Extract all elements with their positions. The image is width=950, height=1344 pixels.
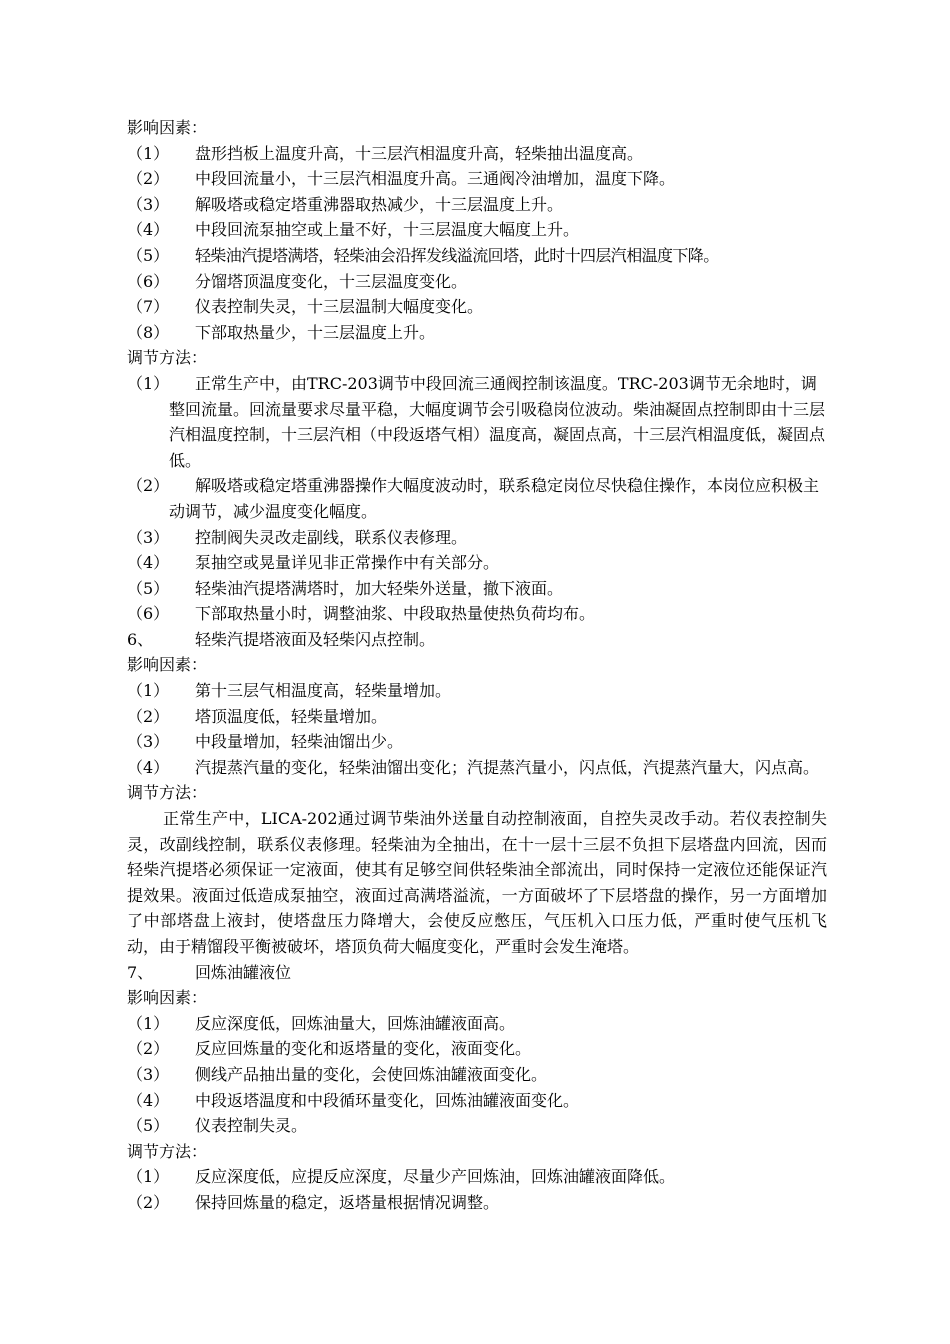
list-item [127,166,827,192]
list-item [127,1036,827,1062]
list-item [127,729,827,755]
list-item [127,704,827,730]
item-text: 轻柴油汽提塔满塔，轻柴油会沿挥发线溢流回塔，此时十四层汽相温度下降。 [195,245,719,265]
section-label: 调节方法： [127,783,208,803]
section-label: 影响因素： [127,655,208,675]
section-number: 6、 [127,629,154,649]
factor-list [127,678,827,780]
item-number: （2） [127,476,170,496]
list-item [127,1113,827,1139]
item-number: （2） [127,169,170,189]
item-text: 仪表控制失灵。 [195,1116,308,1136]
item-number: （1） [127,143,170,163]
item-number: （1） [127,681,170,701]
list-item [127,192,827,218]
list-item [127,601,827,627]
section-label: 影响因素： [127,988,208,1008]
list-item [127,1062,827,1088]
list-item [127,320,827,346]
section-title: 回炼油罐液位 [195,962,292,982]
item-number: （4） [127,757,170,777]
item-number: （1） [127,1013,170,1033]
item-text: 解吸塔或稳定塔重沸器操作大幅度波动时，联系稳定岗位尽快稳住操作，本岗位应积极主动调节，减少温度变化幅度。 [169,476,820,521]
method-paragraph: 正常生产中，LICA-202通过调节柴油外送量自动控制液面，自控失灵改手动。若仪表控制失灵，改副线控制，联系仪表修理。轻柴油为全抽出，在十一层十三层不负担下层塔盘内回流，因而轻柴汽提塔必须保证一定液面，使其有足够空间供轻柴油全部流出，同时保持一定液位还能保证汽提效果。液面过低造成泵抽空，液面过高满塔溢流，一方面破坏了下层塔盘的操作，另一方面增加了中部塔盘上液封，使塔盘压力降增大，会使反应憋压，气压机入口压力低，严重时使气压机飞动，由于精馏段平衡被破坏，塔顶负荷大幅度变化，严重时会发生淹塔。 [127,809,827,956]
item-text: 反应深度低，回炼油量大，回炼油罐液面高。 [195,1013,516,1033]
item-text: 下部取热量少，十三层温度上升。 [195,322,436,342]
item-number: （3） [127,732,170,752]
item-number: （5） [127,1116,170,1136]
item-text: 汽提蒸汽量的变化，轻柴油馏出变化；汽提蒸汽量小，闪点低，汽提蒸汽量大，闪点高。 [195,757,820,777]
list-item [127,269,827,295]
item-number: （4） [127,1090,170,1110]
item-number: （2） [127,1192,170,1212]
item-number: （6） [127,271,170,291]
section-label: 调节方法： [127,348,208,368]
list-item [127,1164,827,1190]
section-label: 调节方法： [127,1141,208,1161]
list-item [127,525,827,551]
item-number: （5） [127,578,170,598]
list-item [127,576,827,602]
section-title: 轻柴汽提塔液面及轻柴闪点控制。 [195,629,436,649]
item-number: （7） [127,297,170,317]
method-list [127,371,827,627]
section-heading [127,960,827,986]
list-item [127,141,827,167]
list-item [127,1011,827,1037]
method-list [127,1164,827,1215]
item-number: （3） [127,527,170,547]
item-text: 反应回炼量的变化和返塔量的变化，液面变化。 [195,1039,532,1059]
item-text: 仪表控制失灵，十三层温制大幅度变化。 [195,297,484,317]
list-item [127,473,827,524]
item-number: （1） [127,1167,170,1187]
item-text: 中段返塔温度和中段循环量变化，回炼油罐液面变化。 [195,1090,580,1110]
item-number: （1） [127,373,170,393]
list-item [127,217,827,243]
item-text: 中段回流泵抽空或上量不好，十三层温度大幅度上升。 [195,220,580,240]
item-number: （4） [127,220,170,240]
item-number: （2） [127,706,170,726]
item-number: （2） [127,1039,170,1059]
item-text: 反应深度低，应提反应深度，尽量少产回炼油，回炼油罐液面降低。 [195,1167,676,1187]
section-heading [127,627,827,653]
list-item [127,371,827,473]
list-item [127,1088,827,1114]
item-text: 分馏塔顶温度变化，十三层温度变化。 [195,271,468,291]
item-text: 下部取热量小时，调整油浆、中段取热量使热负荷均布。 [195,604,596,624]
list-item [127,243,827,269]
item-text: 中段回流量小，十三层汽相温度升高。三通阀冷油增加，温度下降。 [195,169,676,189]
list-item [127,678,827,704]
item-text: 控制阀失灵改走副线，联系仪表修理。 [195,527,468,547]
item-text: 正常生产中，由TRC-203调节中段回流三通阀控制该温度。TRC-203调节无余地时，调整回流量。回流量要求尽量平稳，大幅度调节会引吸稳岗位波动。柴油凝固点控制即由十三层汽相温度控制，十三层汽相（中段返塔气相）温度高，凝固点高，十三层汽相温度低，凝固点低。 [169,373,826,470]
list-item [127,294,827,320]
item-text: 解吸塔或稳定塔重沸器取热减少，十三层温度上升。 [195,194,564,214]
item-number: （3） [127,194,170,214]
item-text: 盘形挡板上温度升高，十三层汽相温度升高，轻柴抽出温度高。 [195,143,644,163]
item-text: 泵抽空或晃量详见非正常操作中有关部分。 [195,553,500,573]
list-item [127,755,827,781]
item-number: （3） [127,1064,170,1084]
item-text: 侧线产品抽出量的变化，会使回炼油罐液面变化。 [195,1064,548,1084]
item-number: （8） [127,322,170,342]
item-text: 第十三层气相温度高，轻柴量增加。 [195,681,452,701]
item-text: 轻柴油汽提塔满塔时，加大轻柴外送量，撤下液面。 [195,578,564,598]
item-number: （6） [127,604,170,624]
item-text: 保持回炼量的稳定，返塔量根据情况调整。 [195,1192,500,1212]
factor-list [127,141,827,346]
section-number: 7、 [127,962,154,982]
document-body [127,115,827,1216]
factor-list [127,1011,827,1139]
item-number: （5） [127,245,170,265]
item-text: 中段量增加，轻柴油馏出少。 [195,732,404,752]
section-label: 影响因素： [127,118,208,137]
list-item [127,550,827,576]
item-number: （4） [127,553,170,573]
item-text: 塔顶温度低，轻柴量增加。 [195,706,388,726]
list-item [127,1190,827,1216]
